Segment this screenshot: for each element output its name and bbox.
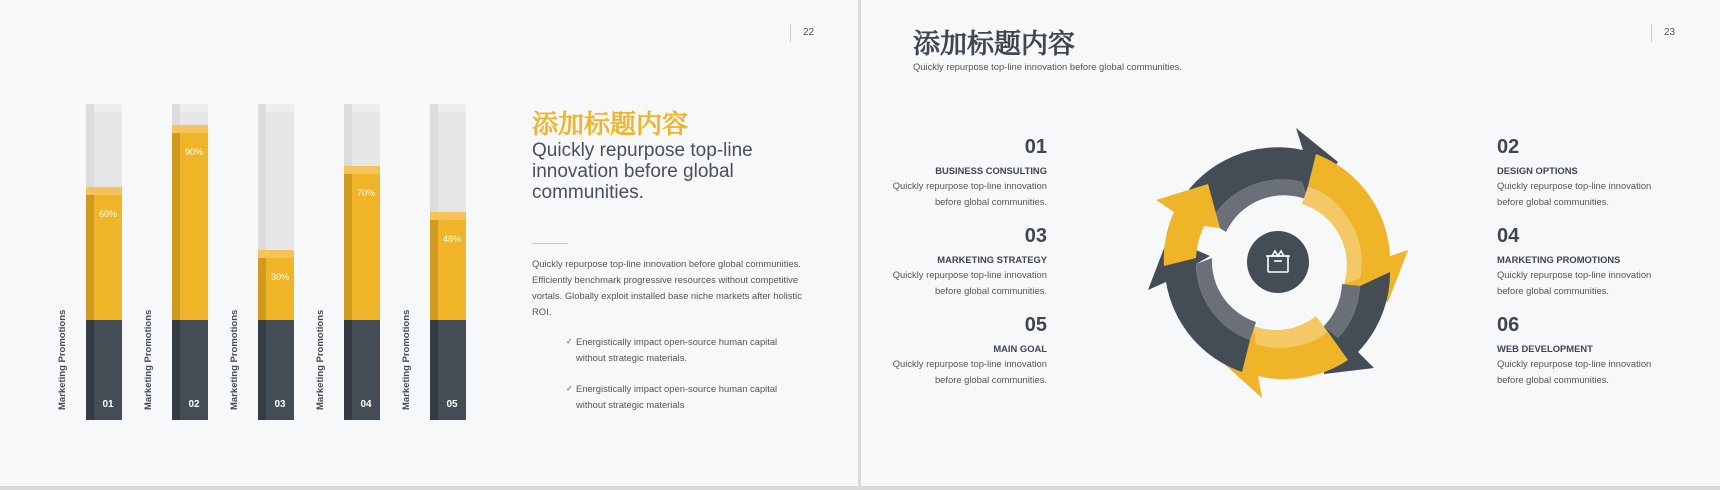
bar-data-label: 90% <box>184 147 203 157</box>
checkmark-icon: ✓ <box>566 337 573 346</box>
item-01 <box>867 136 1047 210</box>
bar-background-side <box>86 104 94 195</box>
bar-data-label: 60% <box>98 209 117 219</box>
item-number: 06 <box>1497 314 1520 336</box>
item-heading: MAIN GOAL <box>993 343 1047 354</box>
item-heading: DESIGN OPTIONS <box>1497 165 1578 176</box>
item-03 <box>867 225 1047 299</box>
bar-column: 60% 01 Marketing Promotions <box>86 104 126 420</box>
item-description: Quickly repurpose top-line innovation before global communities. <box>892 269 1047 296</box>
item-06 <box>1497 314 1677 388</box>
bar-background-side <box>430 104 438 220</box>
divider <box>532 243 568 244</box>
page-number: 22 <box>790 24 814 42</box>
slide-22 <box>0 0 858 486</box>
item-heading: WEB DEVELOPMENT <box>1497 343 1593 354</box>
cycle-arrow-6 <box>1156 184 1220 266</box>
item-description: Quickly repurpose top-line innovation before global communities. <box>1497 180 1652 207</box>
bar-background <box>352 112 380 174</box>
slide-title: 添加标题内容 <box>532 109 689 139</box>
bar-category-label: 01 <box>102 399 114 410</box>
center-circle <box>1247 231 1309 293</box>
item-heading: MARKETING PROMOTIONS <box>1497 254 1621 265</box>
bar-value-top <box>430 212 466 220</box>
bar-value-side <box>172 133 180 320</box>
bar-value-side <box>258 258 266 320</box>
checklist-item <box>566 334 796 366</box>
bar-value-top <box>172 125 208 133</box>
item-number: 04 <box>1497 225 1520 247</box>
slide-23 <box>861 0 1720 486</box>
bar-value-top <box>344 166 380 174</box>
bar-background-side <box>344 104 352 174</box>
bar-background <box>438 112 466 220</box>
bar-value-top <box>258 250 294 258</box>
checklist-text: Energistically impact open-source human capital without strategic materials <box>576 383 778 410</box>
slide-subtitle: Quickly repurpose top-line innovation before global communities. <box>913 61 1182 72</box>
bar-base-side <box>344 320 352 420</box>
item-05 <box>867 314 1047 388</box>
slide-subtitle: Quickly repurpose top-line innovation before global communities. <box>532 140 753 203</box>
cycle-arrow-2 <box>1302 154 1408 302</box>
cycle-diagram <box>1143 100 1413 420</box>
item-number: 03 <box>1024 225 1047 247</box>
page-number: 23 <box>1651 24 1675 42</box>
item-description: Quickly repurpose top-line innovation before global communities. <box>1497 358 1652 385</box>
bar-value-side <box>344 174 352 320</box>
bar-data-label: 30% <box>270 272 289 282</box>
bar-category-label: 04 <box>360 399 372 410</box>
checkmark-icon: ✓ <box>566 384 573 393</box>
body-text: Quickly repurpose top-line innovation before global communities. Efficiently benchmark progressive resources without competitive vortals. Globally exploit installed base niche markets after holistic ROI. <box>532 258 802 317</box>
bar-column: 30% 03 Marketing Promotions <box>258 104 298 420</box>
item-02 <box>1497 136 1677 210</box>
item-heading: BUSINESS CONSULTING <box>935 165 1047 176</box>
item-heading: MARKETING STRATEGY <box>937 254 1047 265</box>
item-description: Quickly repurpose top-line innovation before global communities. <box>1497 269 1652 296</box>
checklist-text: Energistically impact open-source human capital without strategic materials. <box>576 336 778 363</box>
bar-column: 48% 05 Marketing Promotions <box>430 104 470 420</box>
bar-column: 70% 04 Marketing Promotions <box>344 104 384 420</box>
bar-background <box>266 112 294 258</box>
bar-category-label: 03 <box>274 399 286 410</box>
bar-background <box>94 112 122 195</box>
bar-base-side <box>430 320 438 420</box>
bar-base-side <box>172 320 180 420</box>
bar-category-label: 02 <box>188 399 200 410</box>
bar-category-label: 05 <box>446 399 458 410</box>
checklist-item <box>566 381 796 413</box>
bar-base-side <box>258 320 266 420</box>
item-04 <box>1497 225 1677 299</box>
bar-value-side <box>86 195 94 320</box>
item-number: 05 <box>1024 314 1047 336</box>
bar-column: 90% 02 Marketing Promotions <box>172 104 212 420</box>
item-description: Quickly repurpose top-line innovation before global communities. <box>892 358 1047 385</box>
bar-background-side <box>258 104 266 258</box>
item-description: Quickly repurpose top-line innovation before global communities. <box>892 180 1047 207</box>
item-number: 01 <box>1024 136 1047 158</box>
slide-title: 添加标题内容 <box>913 29 1075 59</box>
bar-value <box>266 258 294 320</box>
bar-value-side <box>430 220 438 320</box>
bar-value <box>180 133 208 320</box>
item-number: 02 <box>1497 136 1520 158</box>
bar-data-label: 70% <box>356 188 375 198</box>
bar-base-side <box>86 320 94 420</box>
bar-data-label: 48% <box>442 234 461 244</box>
bar-value-top <box>86 187 122 195</box>
